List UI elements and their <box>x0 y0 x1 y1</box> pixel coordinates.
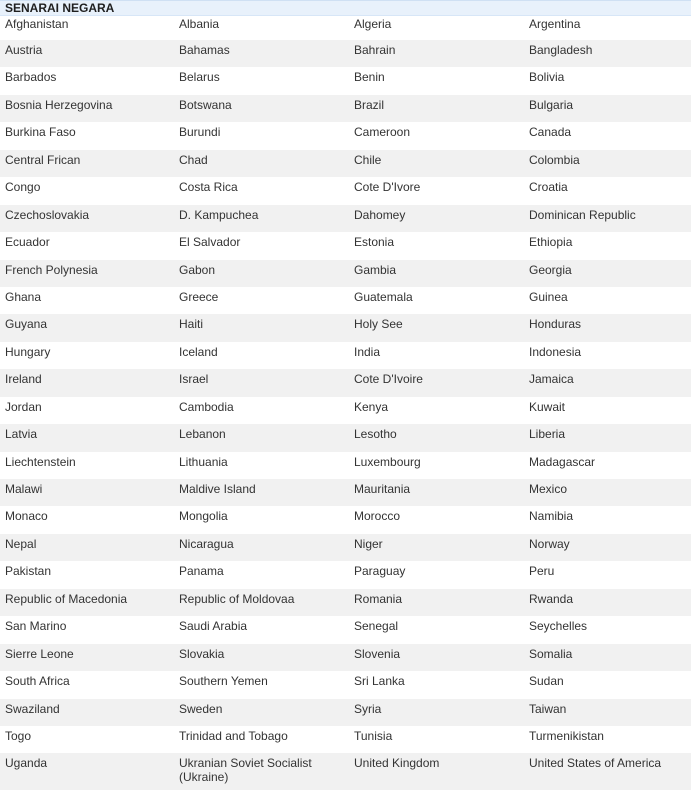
country-cell: Guinea <box>529 289 568 304</box>
country-cell: Monaco <box>5 509 48 524</box>
country-cell: Ukranian Soviet Socialist (Ukraine) <box>179 756 312 785</box>
country-cell: Benin <box>354 70 385 85</box>
country-cell: Norway <box>529 536 570 551</box>
country-cell: Liechtenstein <box>5 454 76 469</box>
country-cell: Lithuania <box>179 454 228 469</box>
country-cell: Nicaragua <box>179 536 234 551</box>
country-cell: Cambodia <box>179 399 234 414</box>
country-cell: India <box>354 344 381 359</box>
table-row <box>0 287 691 314</box>
table-row <box>0 342 691 369</box>
country-cell: Honduras <box>529 317 582 332</box>
country-cell: Cote D'Ivoire <box>354 372 423 387</box>
country-cell: Togo <box>5 728 32 743</box>
country-cell: Guatemala <box>354 289 413 304</box>
country-cell: Bahrain <box>354 43 396 57</box>
country-cell: Sudan <box>529 674 564 689</box>
country-cell: Dahomey <box>354 207 406 222</box>
country-cell: Canada <box>529 125 572 140</box>
country-cell: Israel <box>179 372 209 387</box>
country-cell: Afghanistan <box>5 17 69 31</box>
country-cell: French Polynesia <box>5 262 98 277</box>
country-cell: Mauritania <box>354 482 411 496</box>
country-cell: Dominican Republic <box>529 207 636 222</box>
table-row <box>0 67 691 94</box>
table-row <box>0 644 691 671</box>
country-cell: Sierre Leone <box>5 646 74 661</box>
country-cell: Sweden <box>179 701 223 716</box>
country-cell: Swaziland <box>5 701 60 716</box>
country-cell: Brazil <box>354 97 385 112</box>
table-row <box>0 397 691 424</box>
country-cell: Gambia <box>354 262 397 277</box>
table-row <box>0 699 691 726</box>
country-cell: Albania <box>179 17 220 31</box>
country-cell: Czechoslovakia <box>5 207 90 222</box>
table-row <box>0 260 691 287</box>
country-cell: Greece <box>179 289 219 304</box>
country-cell: Bosnia Herzegovina <box>5 97 113 112</box>
table-rows <box>0 16 691 790</box>
country-cell: Maldive Island <box>179 482 256 496</box>
country-cell: Namibia <box>529 509 574 524</box>
country-cell: Bahamas <box>179 43 230 57</box>
country-cell: South Africa <box>5 674 70 689</box>
country-cell: Peru <box>529 564 555 579</box>
country-cell: Kenya <box>354 399 389 414</box>
country-cell: Croatia <box>529 180 568 195</box>
country-cell: Slovakia <box>179 646 225 661</box>
country-cell: Jordan <box>5 399 42 414</box>
table-header: SENARAI NEGARA <box>0 1 691 16</box>
table-row <box>0 452 691 479</box>
country-cell: Bangladesh <box>529 43 593 57</box>
country-cell: Botswana <box>179 97 232 112</box>
country-cell: Algeria <box>354 17 392 31</box>
country-cell: Saudi Arabia <box>179 619 248 634</box>
country-cell: Burkina Faso <box>5 125 76 140</box>
country-cell: Chile <box>354 152 382 167</box>
country-cell: Estonia <box>354 235 395 250</box>
country-cell: Haiti <box>179 317 204 332</box>
table-row <box>0 232 691 259</box>
country-cell: Ethiopia <box>529 235 573 250</box>
country-cell: Somalia <box>529 646 573 661</box>
country-cell: Ghana <box>5 289 42 304</box>
country-cell: Uganda <box>5 756 48 771</box>
country-cell: Madagascar <box>529 454 596 469</box>
country-cell: United Kingdom <box>354 756 440 771</box>
country-cell: Rwanda <box>529 591 574 606</box>
country-cell: Bulgaria <box>529 97 574 112</box>
country-cell: Niger <box>354 536 383 551</box>
country-cell: Liberia <box>529 427 566 442</box>
country-cell: Taiwan <box>529 701 567 716</box>
country-cell: Ecuador <box>5 235 50 250</box>
country-cell: Iceland <box>179 344 218 359</box>
country-cell: Mongolia <box>179 509 228 524</box>
table-row <box>0 424 691 451</box>
country-cell: Burundi <box>179 125 221 140</box>
country-cell: Indonesia <box>529 344 582 359</box>
table-row <box>0 753 691 790</box>
table-row <box>0 40 691 67</box>
country-cell: Lesotho <box>354 427 397 442</box>
country-cell: Republic of Moldovaa <box>179 591 295 606</box>
country-cell: Tunisia <box>354 728 393 743</box>
country-cell: Syria <box>354 701 382 716</box>
country-cell: Lebanon <box>179 427 226 442</box>
country-cell: Republic of Macedonia <box>5 591 128 606</box>
country-cell: Mexico <box>529 482 568 496</box>
country-cell: Gabon <box>179 262 216 277</box>
country-cell: Kuwait <box>529 399 566 414</box>
table-row <box>0 671 691 698</box>
table-row <box>0 314 691 341</box>
table-row <box>0 369 691 396</box>
table-row <box>0 616 691 643</box>
table-row <box>0 205 691 232</box>
table-row <box>0 150 691 177</box>
country-cell: Holy See <box>354 317 403 332</box>
country-cell: Panama <box>179 564 224 579</box>
country-cell: Barbados <box>5 70 57 85</box>
country-cell: United States of America <box>529 756 662 771</box>
country-cell: Central Frican <box>5 152 81 167</box>
country-cell: Turmenikistan <box>529 728 604 743</box>
country-cell: Romania <box>354 591 403 606</box>
country-cell: Bolivia <box>529 70 565 85</box>
table-row <box>0 177 691 204</box>
country-cell: San Marino <box>5 619 67 634</box>
table-row <box>0 479 691 506</box>
table-row <box>0 506 691 533</box>
country-cell: Trinidad and Tobago <box>179 728 288 743</box>
country-cell: Austria <box>5 43 43 57</box>
table-row <box>0 16 691 40</box>
table-row <box>0 589 691 616</box>
table-row <box>0 561 691 588</box>
table-row <box>0 122 691 149</box>
country-cell: Luxembourg <box>354 454 421 469</box>
table-row <box>0 726 691 753</box>
country-cell: Cote D'Ivore <box>354 180 421 195</box>
country-cell: Slovenia <box>354 646 401 661</box>
country-cell: Seychelles <box>529 619 588 634</box>
table-row <box>0 534 691 561</box>
country-cell: Senegal <box>354 619 399 634</box>
country-cell: Chad <box>179 152 208 167</box>
country-cell: Congo <box>5 180 41 195</box>
country-cell: Costa Rica <box>179 180 238 195</box>
country-cell: Georgia <box>529 262 572 277</box>
country-cell: Nepal <box>5 536 37 551</box>
table-row <box>0 95 691 122</box>
country-cell: Hungary <box>5 344 51 359</box>
country-cell: Malawi <box>5 482 43 496</box>
country-cell: Colombia <box>529 152 580 167</box>
country-cell: Sri Lanka <box>354 674 405 689</box>
country-cell: Cameroon <box>354 125 411 140</box>
country-cell: El Salvador <box>179 235 241 250</box>
country-cell: D. Kampuchea <box>179 207 259 222</box>
country-cell: Belarus <box>179 70 220 85</box>
country-cell: Guyana <box>5 317 48 332</box>
country-cell: Ireland <box>5 372 42 387</box>
country-cell: Latvia <box>5 427 38 442</box>
country-cell: Paraguay <box>354 564 406 579</box>
country-cell: Morocco <box>354 509 401 524</box>
country-cell: Pakistan <box>5 564 52 579</box>
country-cell: Argentina <box>529 17 581 31</box>
country-cell: Jamaica <box>529 372 574 387</box>
country-cell: Southern Yemen <box>179 674 268 689</box>
